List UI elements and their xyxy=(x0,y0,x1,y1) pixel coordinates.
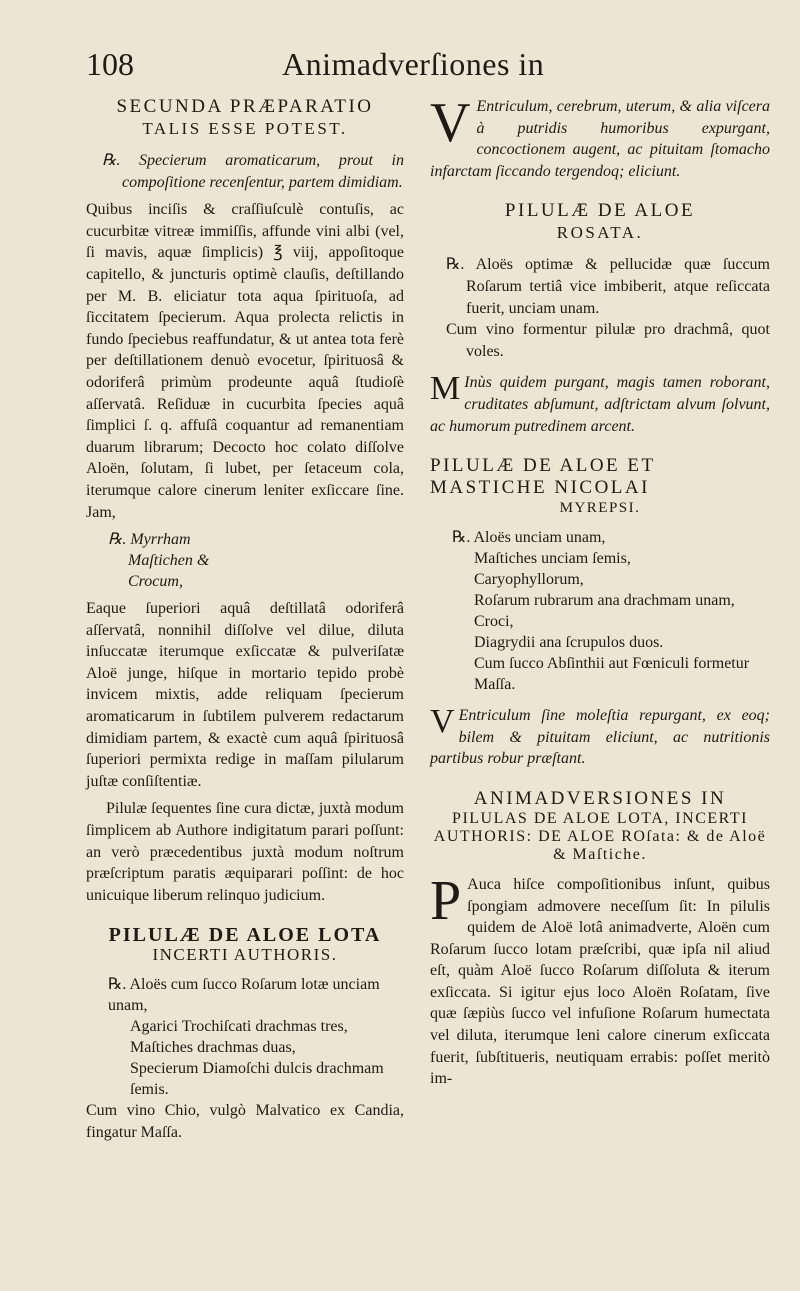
heading-pilulae-aloe-rosata: PILULÆ DE ALOE xyxy=(504,200,696,222)
drop-cap-paragraph-4 xyxy=(430,869,770,1090)
recipe-line: Croci, xyxy=(474,613,514,631)
body-paragraph-3: Pilulæ ſequentes ſine cura dictæ, juxtà modum ſimplicem ab Authore indigitatum parari poſſunt: an verò præcedentibus juxtà modum noſtrum præſcriptum paratis æquiparari poſſint: de hoc unicuique liberum relinquo judicium. xyxy=(86,800,404,904)
body-paragraph-2: Eaque ſuperiori aquâ deſtillatâ odoriferâ aſſervatâ, nonnihil diſſolve vel dilue, diluta inſuccatæ iterumque exſiccatæ & pulveriſatæ Aloë junge, hiſque in mortario tepido probè invicem mixtis, adde reliquam ſpecierum aromaticarum in ſubtilem pulverem redactarum dimidiam partem, & exactè cum aquâ ſpirituosâ ſuperiori permixta redige in maſſam pilularum juſtæ conſiſtentiæ. xyxy=(86,600,404,790)
drop-cap: V xyxy=(430,703,455,741)
recipe-line: Cum ſucco Abſinthii aut Fœniculi formetur Maſſa. xyxy=(474,655,750,694)
body-paragraph-1: Entriculum, cerebrum, uterum, & alia viſcera à putridis humoribus expurgant, concoctionem augent, ac pituitam ſtomacho infarctam ſiccando tergendoq; eliciunt. xyxy=(430,98,770,180)
recipe-rosata-1: ℞. Aloës optimæ & pellucidæ quæ ſuccum Roſarum tertiâ vice imbiberit, atque reſiccata fuerit, unciam unam. xyxy=(446,256,770,317)
heading-incerti-authoris: INCERTI AUTHORIS. xyxy=(152,945,338,965)
heading-pilulae-masticha: PILULÆ DE ALOE ET MASTICHE NICOLAI xyxy=(430,455,656,499)
right-column xyxy=(430,92,770,1090)
heading-rosata: ROSATA. xyxy=(556,223,644,243)
page-number: 108 xyxy=(86,46,134,82)
running-title: Animadverſiones in xyxy=(282,46,545,82)
recipe-line: ℞. Aloës cum ſucco Roſarum lotæ unciam unam, xyxy=(108,976,380,1015)
heading-pilulae-aloe-lota: PILULÆ DE ALOE LOTA xyxy=(108,924,382,947)
heading-myrepsi: MYREPSI. xyxy=(559,500,641,517)
recipe-list-lota xyxy=(86,974,404,1100)
body-paragraph-1: Quibus inciſis & craſſiuſculè contuſis, ac cucurbitæ vitreæ immiſſis, affunde vini albi (vel, ſi mavis, aquæ ſimplicis) ℥ viij, appoſitoque capitello, & juncturis optimè clauſis, deſtillando per M. B. eliciatur tota aqua ſpirituoſa, ad ſiccitatem ſpecierum. Aqua prolecta relictis in fundo ſpeciebus reaffundatur, & ut antea tota ferè per deſtillationem denuò evocetur, ſpirituosâ & odoriferâ primùm prodeunte aquâ ſtudioſè aſſervatâ. Reſiduæ in cucurbita ſpecies aquâ ſimplici ſ. q. affuſâ coquantur ad remanentiam duarum librarum; Decocto hoc colato diſſolve Aloën, ſolutam, ſi lubet, per ſetaceum cola, iterumque calore cinerum leniter exſiccare ſine. Jam, xyxy=(86,201,404,521)
recipe-line: ℞. Specierum aromaticarum, prout in compoſitione recenſentur, partem dimidiam. xyxy=(102,152,404,191)
recipe-line: Maſtichen & xyxy=(128,552,210,570)
page-header xyxy=(86,46,760,86)
heading-secunda: SECUNDA PRÆPARATIO xyxy=(116,96,374,117)
recipe-line: Agarici Trochiſcati drachmas tres, xyxy=(130,1018,348,1036)
heading-animadversiones: ANIMADVERSIONES IN xyxy=(473,787,727,809)
recipe-line: Crocum, xyxy=(128,573,183,591)
recipe-line: Maſtiches drachmas duas, xyxy=(130,1039,296,1057)
drop-cap-paragraph-3 xyxy=(430,705,770,770)
recipe-rosata-2: Cum vino formentur pilulæ pro drachmâ, quot voles. xyxy=(446,321,770,360)
heading-pilulas-de-aloe: PILULAS DE ALOE LOTA, INCERTI AUTHORIS: DE ALOE ROſata: & de Aloë & Maſtiche. xyxy=(433,809,767,863)
recipe-line: Specierum Diamoſchi dulcis drachmam ſemis. xyxy=(130,1060,384,1099)
heading-talis: TALIS ESSE POTEST. xyxy=(142,119,348,138)
drop-cap-paragraph-2 xyxy=(430,372,770,437)
body-paragraph-4: Auca hiſce compoſitionibus inſunt, quibus ſpongiam admovere neceſſum ſit: In pilulis quidem de Aloë lotâ animadverte, Aloën cum Roſarum ſucco lotam præſcribi, quæ ipſa nil aliud eſt, quàm Aloë ſucco Roſarum diſſoluta & iterum exſiccata. Si igitur ejus loco Aloën Roſatam, ſive quæ ſæpiùs ſucco vel infuſione Roſarum humectata vel diluta, iterumque leni calore cinerum exſiccata fuerit, ſubſtitueris, neutiquam errabis: poſſet meritò im- xyxy=(430,875,770,1088)
drop-cap: V xyxy=(430,92,471,154)
recipe-myrrh xyxy=(86,529,404,592)
drop-cap-paragraph-1 xyxy=(430,92,770,182)
recipe-line: Diagrydii ana ſcrupulos duos. xyxy=(474,634,664,652)
recipe-list-mastiche xyxy=(430,527,770,695)
recipe-line: ℞. Aloës unciam unam, xyxy=(452,529,606,547)
body-paragraph-3: Entriculum ſine moleſtia repurgant, ex eoq; bilem & pituitam eliciunt, ac nutritionis partibus robur præſtant. xyxy=(430,707,770,768)
left-column xyxy=(86,96,404,1144)
recipe-line: Caryophyllorum, xyxy=(474,571,584,589)
closing-line: Cum vino Chio, vulgò Malvatico ex Candia, fingatur Maſſa. xyxy=(86,1102,404,1141)
drop-cap: M xyxy=(430,370,461,408)
drop-cap: P xyxy=(430,869,462,932)
recipe-line: Roſarum rubrarum ana drachmam unam, xyxy=(474,592,735,610)
recipe-line: ℞. Myrrham xyxy=(108,531,191,549)
body-paragraph-2: Inùs quidem purgant, magis tamen roborant, cruditates abſumunt, adſtrictam alvum ſolvunt, ac humorum putredinem arcent. xyxy=(430,374,770,435)
recipe-line: Maſtiches unciam ſemis, xyxy=(474,550,631,568)
